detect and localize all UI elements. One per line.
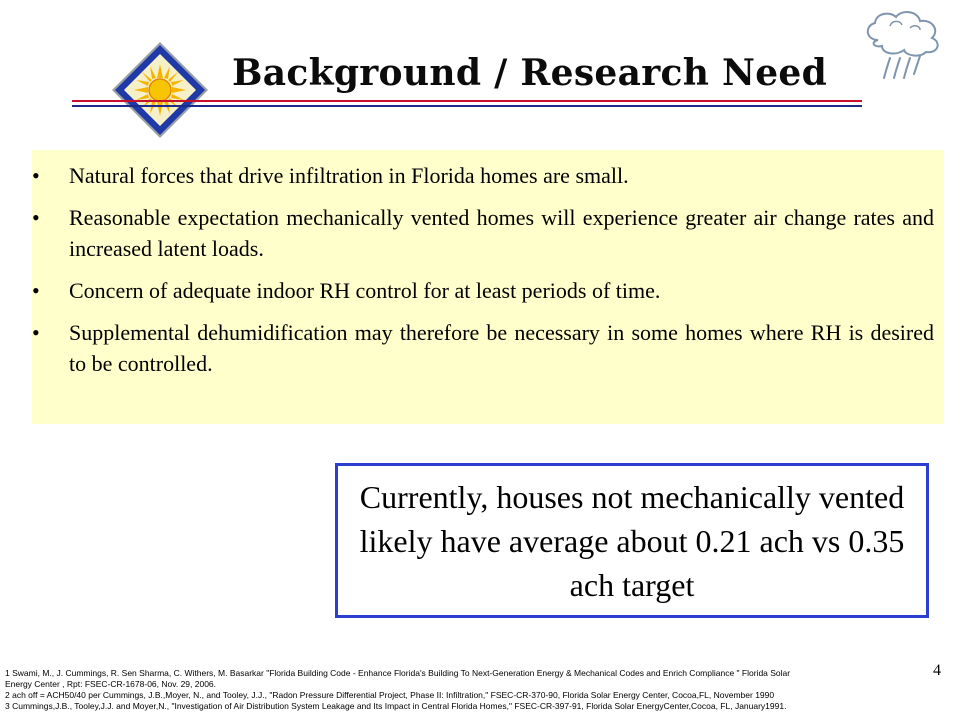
bullet-list [32,160,934,379]
reference-line: 1 Swami, M., J. Cummings, R. Sen Sharma, C. Withers, M. Basarkar "Florida Building Code - Enhance Florida's Building To Next-Generation Energy & Mechanical Codes and Enrich Compliance " Florida Solar [5,668,791,678]
bullet-text: Concern of adequate indoor RH control for at least periods of time. [69,278,661,303]
reference-line: Energy Center , Rpt: FSEC-CR-1678-06, Nov. 29, 2006. [5,679,217,689]
bullet-marker: • [32,320,40,345]
title-underline-blue [72,105,862,107]
bullet-text: Reasonable expectation mechanically vented homes will experience greater air change rates and increased latent loads. [69,205,934,261]
ach-callout-box [335,463,929,618]
reference-line: 3 Cummings,J.B., Tooley,J.J. and Moyer,N., "Investigation of Air Distribution System Leakage and Its Impact in Central Florida Homes," FSEC-CR-397-91, Florida Solar EnergyCenter,Cocoa, FL, January1991. [5,701,787,711]
bullet-text: Supplemental dehumidification may therefore be necessary in some homes where RH is desired to be controlled. [69,320,934,376]
slide-title: Background / Research Need [232,52,828,94]
page-number: 4 [933,662,941,679]
references [5,668,925,720]
bullet-marker: • [32,278,40,303]
bullet-text: Natural forces that drive infiltration in Florida homes are small. [69,163,629,188]
bullet-item [32,202,934,264]
reference-line: 2 ach off = ACH50/40 per Cummings, J.B.,Moyer, N., and Tooley, J.J., "Radon Pressure Differential Project, Phase II: Infiltration," FSEC-CR-370-90, Florida Solar Energy Center, Cocoa,FL, November 1990 [5,690,775,700]
bullet-item [32,160,934,191]
bullet-item [32,317,934,379]
bullet-item [32,275,934,306]
sun-diamond-logo [110,40,210,140]
cloud-rain-icon [860,8,946,86]
title-underline-red [72,100,862,102]
bullet-marker: • [32,205,40,230]
callout-text: Currently, houses not mechanically vented likely have average about 0.21 ach vs 0.35 ach target [359,478,905,603]
bullet-panel [32,150,944,424]
sun-diamond-logo-icon [110,40,210,140]
bullet-marker: • [32,163,40,188]
title-underline [72,100,862,110]
